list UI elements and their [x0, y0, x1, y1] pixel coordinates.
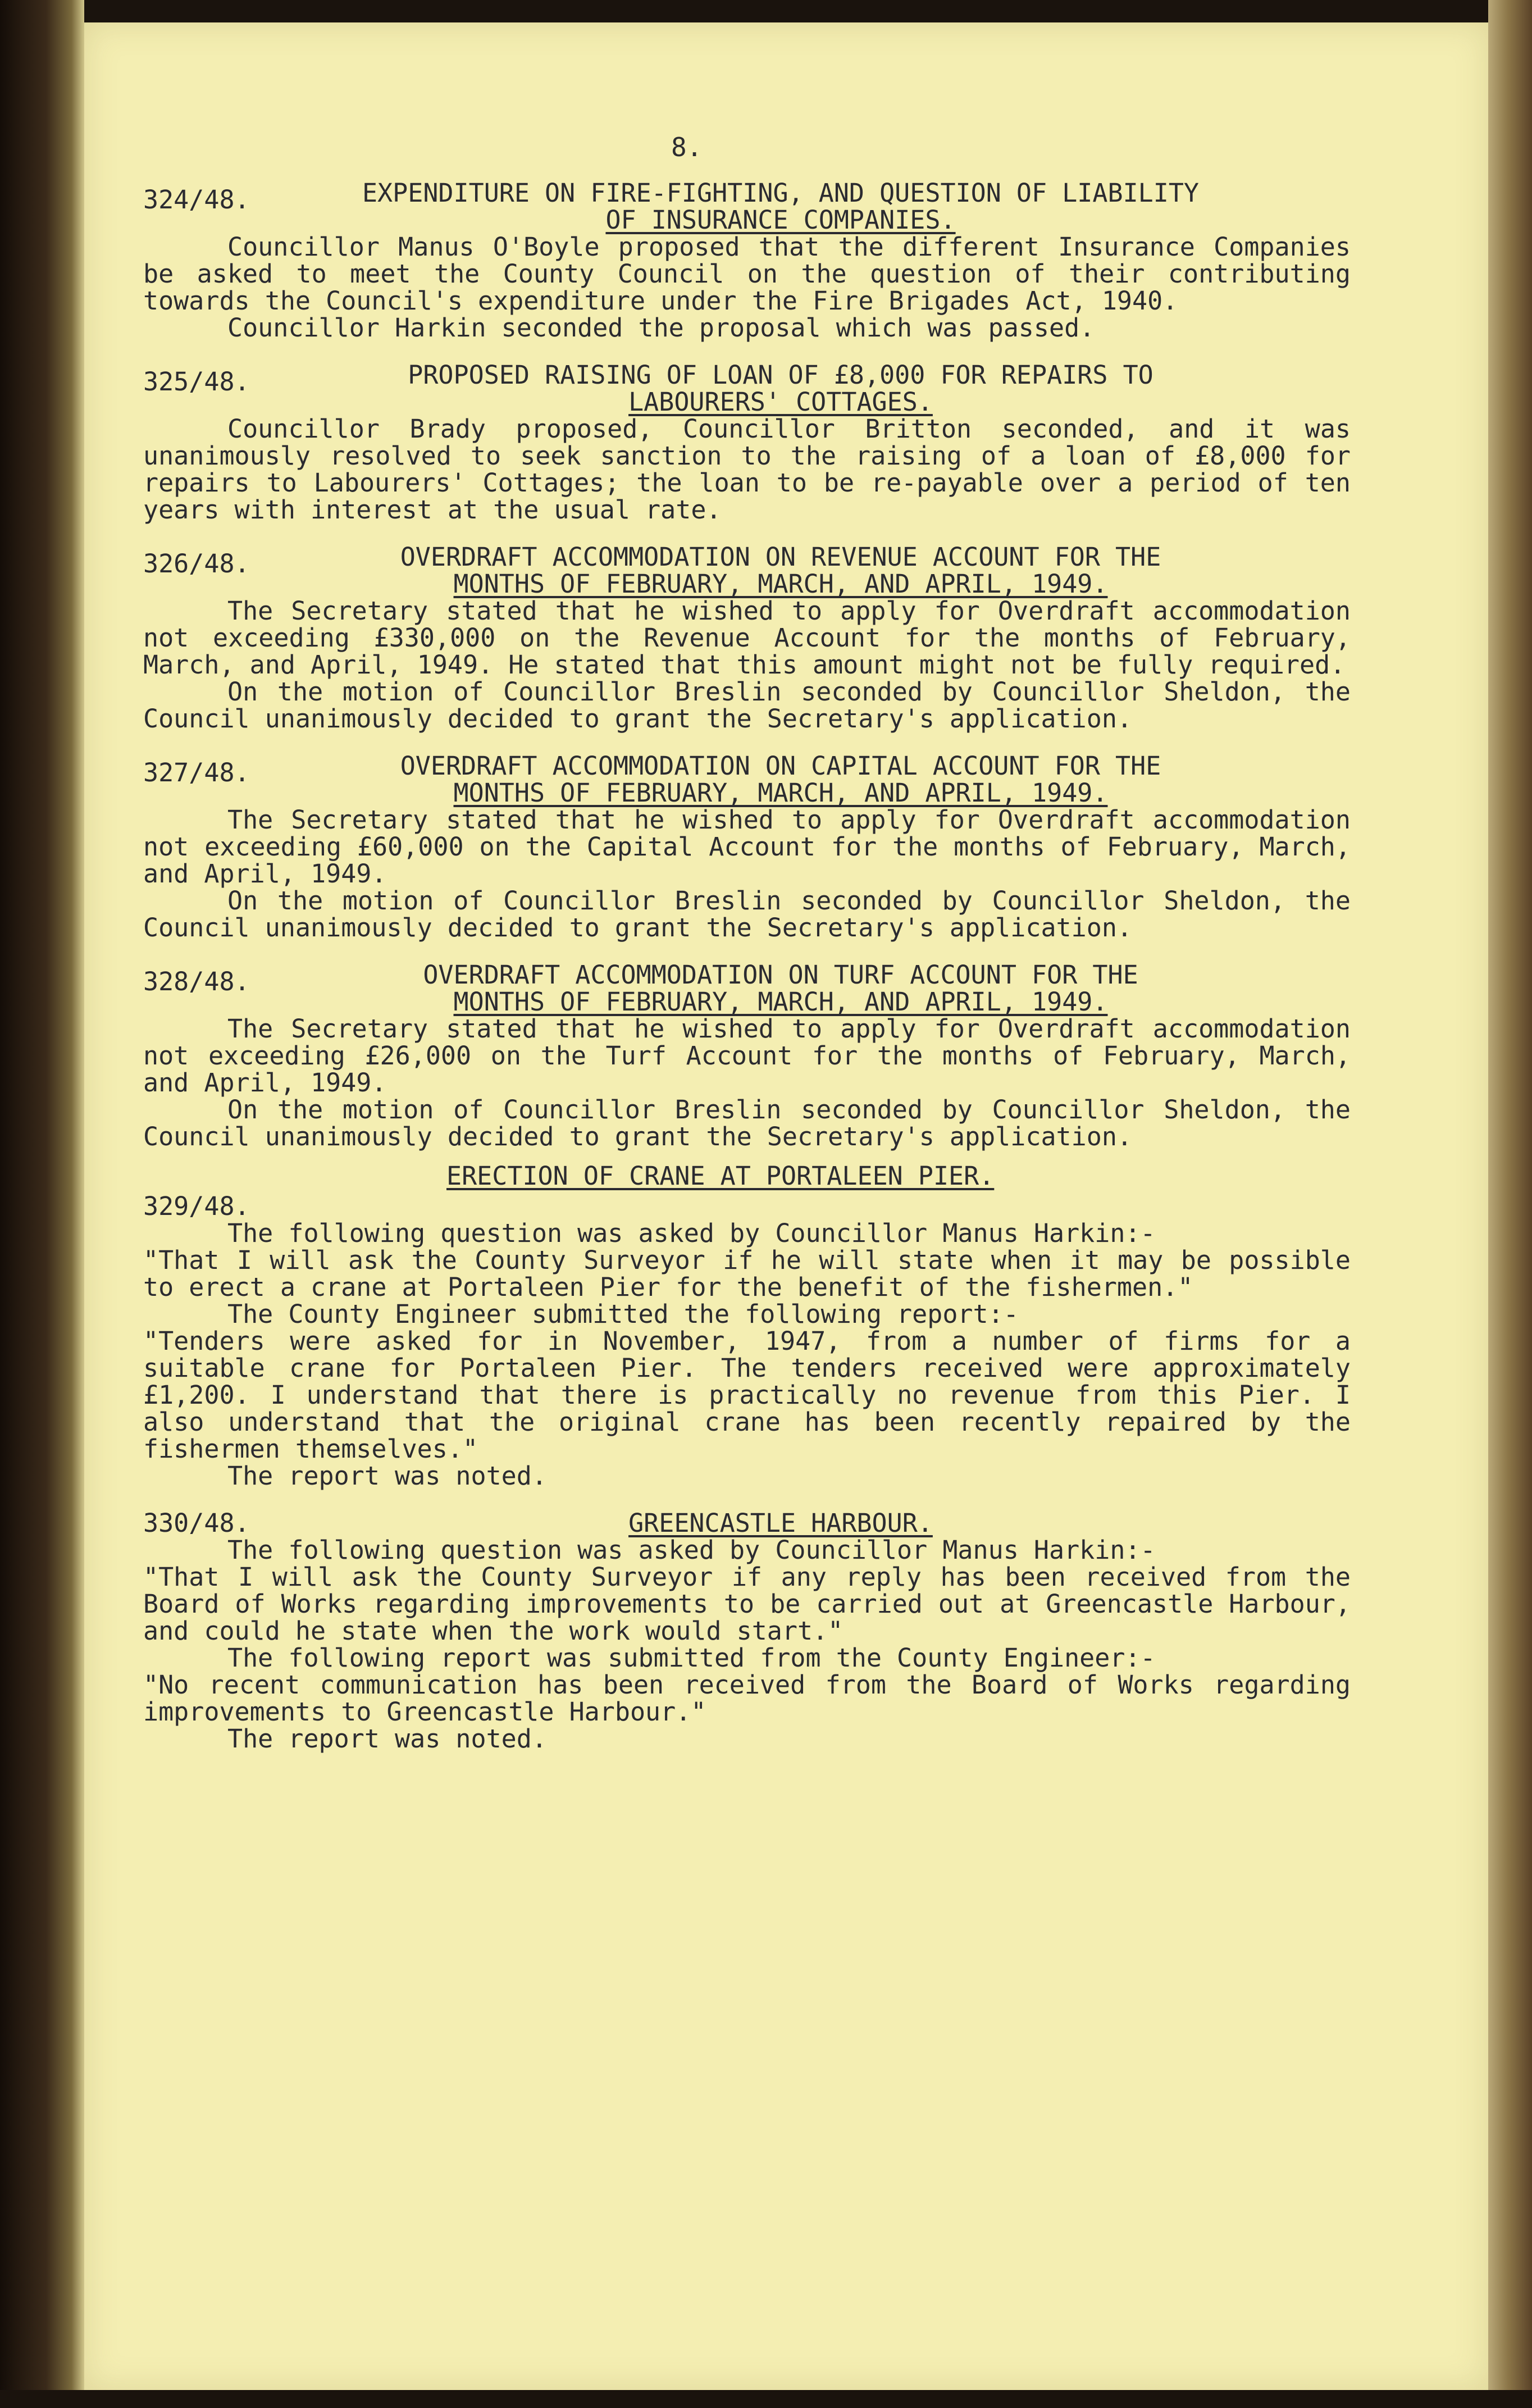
- paragraph: The County Engineer submitted the following report:-: [227, 1299, 1019, 1329]
- paragraph: The following question was asked by Councillor Manus Harkin:-: [227, 1218, 1156, 1248]
- item-heading: ERECTION OF CRANE AT PORTALEEN PIER.: [446, 1161, 995, 1191]
- paragraph: Councillor Harkin seconded the proposal which was passed.: [227, 313, 1095, 343]
- heading-line-2: MONTHS OF FEBRUARY, MARCH, AND APRIL, 1949.: [453, 987, 1108, 1017]
- paragraph: On the motion of Councillor Breslin seconded by Councillor Sheldon, the Council unanimously decided to grant the Secretary's application.: [143, 886, 1351, 943]
- heading-line-1: PROPOSED RAISING OF LOAN OF £8,000 FOR REPAIRS TO: [408, 360, 1153, 390]
- paragraph: On the motion of Councillor Breslin seconded by Councillor Sheldon, the Council unanimously decided to grant the Secretary's application.: [143, 677, 1351, 734]
- item-heading-row: [143, 753, 1351, 807]
- minute-item-328: [143, 962, 1351, 1150]
- item-heading: [317, 1510, 1244, 1537]
- item-number: 327/48.: [143, 758, 250, 788]
- item-heading: [317, 362, 1244, 416]
- paragraph: Councillor Brady proposed, Councillor Britton seconded, and it was unanimously resolved to seek sanction to the raising of a loan of £8,000 for repairs to Labourers' Cottages; the loan to be re-payable over a period of ten years with interest at the usual rate.: [143, 414, 1351, 525]
- item-number: 326/48.: [143, 549, 250, 579]
- heading-line-1: OVERDRAFT ACCOMMODATION ON REVENUE ACCOUNT FOR THE: [400, 542, 1161, 572]
- paragraph: On the motion of Councillor Breslin seconded by Councillor Sheldon, the Council unanimously decided to grant the Secretary's application.: [143, 1095, 1351, 1151]
- item-heading-row: [143, 1510, 1351, 1537]
- minute-item-325: [143, 362, 1351, 524]
- paragraph: The report was noted.: [227, 1724, 547, 1754]
- heading-line-2: MONTHS OF FEBRUARY, MARCH, AND APRIL, 1949.: [453, 569, 1108, 599]
- minute-item-324: [143, 180, 1351, 342]
- bottom-edge: [0, 2390, 1532, 2408]
- paragraph: Councillor Manus O'Boyle proposed that the different Insurance Companies be asked to meet the County Council on the question of their contributing towards the Council's expenditure under the Fire Brigades Act, 1940.: [143, 232, 1351, 316]
- item-heading: [317, 544, 1244, 598]
- item-heading-row: [143, 962, 1351, 1016]
- paragraph: The Secretary stated that he wished to apply for Overdraft accommodation not exceeding £330,000 on the Revenue Account for the months of February, March, and April, 1949. He stated that this amount might not be fully required.: [143, 596, 1351, 680]
- heading-line-2: MONTHS OF FEBRUARY, MARCH, AND APRIL, 1949.: [453, 778, 1108, 808]
- report-text: "Tenders were asked for in November, 1947, from a number of firms for a suitable crane for Portaleen Pier. The tenders received were approximately £1,200. I understand that there is practically no revenue from this Pier. I also understand that the original crane has been recently repaired by the fishermen themselves.": [143, 1326, 1351, 1464]
- item-number: 328/48.: [143, 967, 250, 996]
- question-text: "That I will ask the County Surveyor if he will state when it may be possible to erect a crane at Portaleen Pier for the benefit of the fishermen.": [143, 1245, 1351, 1302]
- paragraph: The following report was submitted from the County Engineer:-: [227, 1643, 1156, 1673]
- minute-item-327: [143, 753, 1351, 941]
- minute-item-326: [143, 544, 1351, 732]
- item-heading: [317, 962, 1244, 1016]
- paragraph: The following question was asked by Councillor Manus Harkin:-: [227, 1535, 1156, 1565]
- page-number: 8.: [671, 132, 703, 162]
- page-edges: [1488, 0, 1532, 2408]
- item-number: 324/48.: [143, 185, 250, 215]
- minute-item-329: [143, 1163, 1351, 1490]
- item-heading-row: [143, 362, 1351, 416]
- book-spine: [0, 0, 84, 2408]
- item-heading-row: [143, 180, 1351, 234]
- item-heading: [317, 753, 1244, 807]
- heading-line-1: GREENCASTLE HARBOUR.: [628, 1508, 933, 1538]
- item-number: 325/48.: [143, 367, 250, 397]
- item-number: 330/48.: [143, 1508, 250, 1538]
- heading-line-1: OVERDRAFT ACCOMMODATION ON TURF ACCOUNT FOR THE: [423, 960, 1138, 990]
- item-number: 329/48.: [143, 1191, 250, 1221]
- paragraph: The Secretary stated that he wished to apply for Overdraft accommodation not exceeding £60,000 on the Capital Account for the months of February, March, and April, 1949.: [143, 805, 1351, 889]
- item-heading-row: [143, 544, 1351, 598]
- heading-line-1: EXPENDITURE ON FIRE-FIGHTING, AND QUESTION OF LIABILITY: [362, 178, 1200, 208]
- minute-item-330: [143, 1510, 1351, 1752]
- heading-line-1: OVERDRAFT ACCOMMODATION ON CAPITAL ACCOUNT FOR THE: [400, 751, 1161, 781]
- minutes-content: [143, 180, 1351, 1773]
- paragraph: The report was noted.: [227, 1461, 547, 1491]
- report-text: "No recent communication has been received from the Board of Works regarding improvements to Greencastle Harbour.": [143, 1670, 1351, 1727]
- heading-line-2: LABOURERS' COTTAGES.: [628, 387, 933, 417]
- question-text: "That I will ask the County Surveyor if any reply has been received from the Board of Works regarding improvements to be carried out at Greencastle Harbour, and could he state when the work would start.": [143, 1562, 1351, 1646]
- paragraph: The Secretary stated that he wished to apply for Overdraft accommodation not exceeding £26,000 on the Turf Account for the months of February, March, and April, 1949.: [143, 1014, 1351, 1098]
- heading-line-2: OF INSURANCE COMPANIES.: [605, 205, 956, 235]
- item-heading: [317, 180, 1244, 234]
